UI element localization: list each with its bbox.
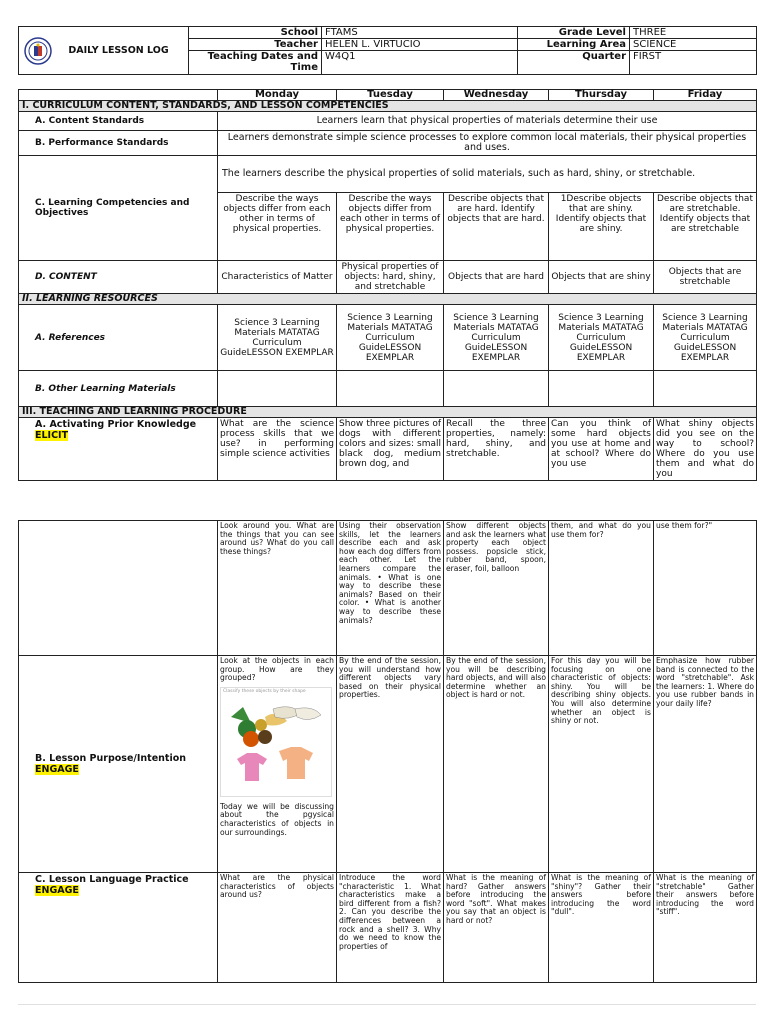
- content-tuesday: Physical properties of objects: hard, shiny, and stretchable: [337, 261, 444, 294]
- activating-wednesday-p2: Show different objects and ask the learners what property each object possess. popsicle stick, rubber band, spoon, eraser, foil, balloon: [444, 521, 549, 656]
- language-friday: What is the meaning of "stretchable" Gather their answers before introducing the word "stiff".: [654, 873, 757, 983]
- day-thursday: Thursday: [549, 90, 654, 101]
- quarter-value: FIRST: [630, 51, 757, 75]
- activating-friday-p2: use them for?": [654, 521, 757, 656]
- section-curriculum: I. CURRICULUM CONTENT, STANDARDS, AND LESSON COMPETENCIES: [19, 101, 757, 112]
- doc-title: DAILY LESSON LOG: [68, 44, 169, 56]
- grade-value: THREE: [630, 27, 757, 39]
- school-label: School: [189, 27, 322, 39]
- day-tuesday: Tuesday: [337, 90, 444, 101]
- competencies-label: C. Learning Competencies and Objectives: [19, 156, 218, 261]
- activating-monday-p2: Look around you. What are the things that you can see around us? What do you call these things?: [218, 521, 337, 656]
- activating-label-cell: [19, 418, 218, 481]
- objective-monday: Describe the ways objects differ from each other in terms of physical properties.: [218, 193, 337, 261]
- grade-label: Grade Level: [518, 27, 630, 39]
- activating-wednesday-p1: Recall the three properties, namely: hard, shiny, and stretchable.: [444, 418, 549, 481]
- quarter-label: Quarter: [518, 51, 630, 75]
- content-monday: Characteristics of Matter: [218, 261, 337, 294]
- day-wednesday: Wednesday: [444, 90, 549, 101]
- page-divider: [18, 1004, 756, 1005]
- other-wednesday: [444, 371, 549, 407]
- content-standards-text: Learners learn that physical properties of materials determine their use: [218, 112, 757, 131]
- objective-friday: Describe objects that are stretchable. Identify objects that are stretchable: [654, 193, 757, 261]
- content-label: D. CONTENT: [19, 261, 218, 294]
- other-materials-label: B. Other Learning Materials: [19, 371, 218, 407]
- activating-tag: ELICIT: [35, 430, 69, 441]
- activating-tuesday-p1: Show three pictures of dogs with different colors and sizes: small black dog, medium brown dog, and: [337, 418, 444, 481]
- activating-monday-p1: What are the science process skills that we use? in performing simple science activities: [218, 418, 337, 481]
- activating-tuesday-p2: Using their observation skills, let the learners describe each and ask how each dog differs from each other. Let the learners compare the animals. • What is one way to describe these animals? Based on their color. • What is another way to describe these animals?: [337, 521, 444, 656]
- purpose-thursday: For this day you will be focusing on one characteristic of objects: shiny. You will be describing shiny objects. You will also determine whether an object is shiny or not.: [549, 656, 654, 873]
- teacher-label: Teacher: [189, 39, 322, 51]
- performance-standards-text: Learners demonstrate simple science processes to explore common local materials, their physical properties and uses.: [218, 131, 757, 156]
- activating-label-cont: [19, 521, 218, 656]
- content-wednesday: Objects that are hard: [444, 261, 549, 294]
- section-procedure: III. TEACHING AND LEARNING PROCEDURE: [19, 407, 757, 418]
- objective-thursday: 1Describe objects that are shiny. Identify objects that are shiny.: [549, 193, 654, 261]
- teacher-value: HELEN L. VIRTUCIO: [322, 39, 518, 51]
- dates-value: W4Q1: [322, 51, 518, 75]
- other-friday: [654, 371, 757, 407]
- language-tag: ENGAGE: [35, 885, 79, 896]
- activating-friday-p1: What shiny objects did you see on the way to school? Where do you use them and what do you: [654, 418, 757, 481]
- section-resources: II. LEARNING RESOURCES: [19, 294, 757, 305]
- purpose-friday: Emphasize how rubber band is connected to the word "stretchable". Ask the learners: 1. Where do you use rubber bands in your daily life?: [654, 656, 757, 873]
- day-friday: Friday: [654, 90, 757, 101]
- reference-monday: Science 3 Learning Materials MATATAG Curriculum GuideLESSON EXEMPLAR: [218, 305, 337, 371]
- reference-tuesday: Science 3 Learning Materials MATATAG Curriculum GuideLESSON EXEMPLAR: [337, 305, 444, 371]
- day-monday: Monday: [218, 90, 337, 101]
- purpose-label-cell: [19, 656, 218, 873]
- purpose-label: B. Lesson Purpose/Intention: [35, 753, 186, 764]
- activating-label: A. Activating Prior Knowledge: [35, 419, 197, 430]
- lesson-table: [18, 89, 757, 481]
- area-value: SCIENCE: [630, 39, 757, 51]
- language-thursday: What is the meaning of "shiny"? Gather their answers before introducing the word "dull".: [549, 873, 654, 983]
- other-thursday: [549, 371, 654, 407]
- illustration-caption: Classify these objects by their shape: [223, 688, 306, 694]
- purpose-tuesday: By the end of the session, you will understand how different objects vary based on their physical properties.: [337, 656, 444, 873]
- objective-wednesday: Describe objects that are hard. Identify objects that are hard.: [444, 193, 549, 261]
- activating-thursday-p1: Can you think of some hard objects you use at home and at school? Where do you use: [549, 418, 654, 481]
- lesson-table-continued: [18, 520, 757, 983]
- language-wednesday: What is the meaning of hard? Gather answers before introducing the word "soft". What makes you say that an object is hard or not?: [444, 873, 549, 983]
- reference-friday: Science 3 Learning Materials MATATAG Curriculum GuideLESSON EXEMPLAR: [654, 305, 757, 371]
- purpose-wednesday: By the end of the session, you will be describing hard objects, and will also determine whether an object is hard or not.: [444, 656, 549, 873]
- language-monday: What are the physical characteristics of objects around us?: [218, 873, 337, 983]
- header-table: [18, 26, 757, 75]
- area-label: Learning Area: [518, 39, 630, 51]
- purpose-monday-top: Look at the objects in each group. How are they grouped?: [220, 656, 334, 683]
- activating-thursday-p2: them, and what do you use them for?: [549, 521, 654, 656]
- fruits-and-shirts-icon: [221, 695, 331, 795]
- purpose-monday: [218, 656, 337, 873]
- objects-illustration: [220, 687, 332, 797]
- purpose-tag: ENGAGE: [35, 764, 79, 775]
- other-monday: [218, 371, 337, 407]
- deped-seal-icon: [24, 37, 52, 65]
- content-standards-label: A. Content Standards: [19, 112, 218, 131]
- objective-tuesday: Describe the ways objects differ from each other in terms of physical properties.: [337, 193, 444, 261]
- logo-cell: [19, 27, 189, 75]
- language-tuesday: Introduce the word "characteristic 1. What characteristics make a bird different from a fish? 2. Can you describe the differences between a rock and a shell? 3. Why do we need to know the properties of: [337, 873, 444, 983]
- dates-label: Teaching Dates and Time: [189, 51, 322, 75]
- day-header-row: [19, 90, 757, 101]
- language-label-cell: [19, 873, 218, 983]
- content-friday: Objects that are stretchable: [654, 261, 757, 294]
- references-label: A. References: [19, 305, 218, 371]
- performance-standards-label: B. Performance Standards: [19, 131, 218, 156]
- language-label: C. Lesson Language Practice: [35, 874, 189, 885]
- content-thursday: Objects that are shiny: [549, 261, 654, 294]
- reference-thursday: Science 3 Learning Materials MATATAG Curriculum GuideLESSON EXEMPLAR: [549, 305, 654, 371]
- other-tuesday: [337, 371, 444, 407]
- reference-wednesday: Science 3 Learning Materials MATATAG Curriculum GuideLESSON EXEMPLAR: [444, 305, 549, 371]
- purpose-monday-bottom: Today we will be discussing about the pgysical characteristics of objects in our surroundings.: [220, 801, 334, 837]
- school-value: FTAMS: [322, 27, 518, 39]
- day-blank: [19, 90, 218, 101]
- competencies-text: The learners describe the physical properties of solid materials, such as hard, shiny, or stretchable.: [218, 156, 757, 193]
